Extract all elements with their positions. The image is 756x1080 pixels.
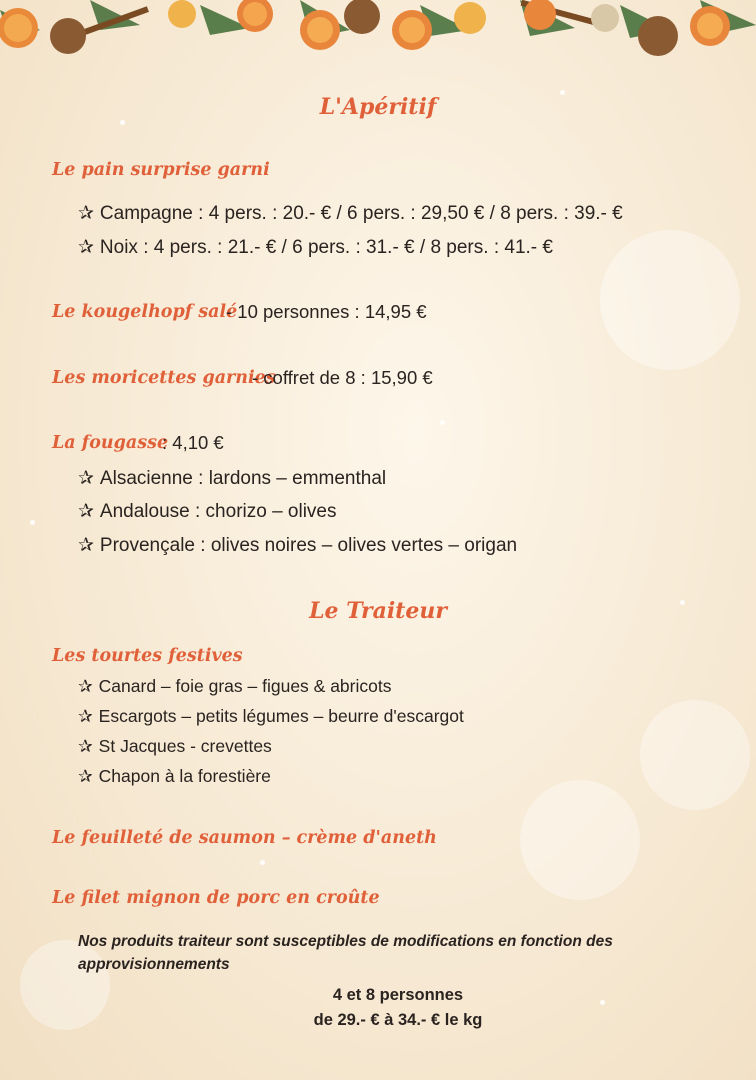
star-icon: ✰ <box>78 203 94 224</box>
star-icon: ✰ <box>78 535 94 556</box>
star-icon: ✰ <box>78 706 93 726</box>
snowflake <box>120 120 125 125</box>
fougasse-title: La fougasse <box>52 433 169 453</box>
fougasse-item: ✰ Alsacienne : lardons – emmenthal <box>78 468 387 489</box>
bokeh-light <box>520 780 640 900</box>
traiteur-note: Nos produits traiteur sont susceptibles de modifications en fonction des approvisionnements <box>78 933 613 973</box>
tourtes-item: ✰ Chapon à la forestière <box>78 766 271 786</box>
star-icon: ✰ <box>78 237 94 258</box>
snowflake <box>30 520 35 525</box>
tourtes-item: ✰ Canard – foie gras – figues & abricots <box>78 676 392 696</box>
price-info: de 29.- € à 34.- € le kg <box>313 1011 483 1029</box>
star-icon: ✰ <box>78 468 94 489</box>
tourtes-title: Les tourtes festives <box>52 646 243 666</box>
moricettes-title: Les moricettes garnies <box>52 368 276 388</box>
star-icon: ✰ <box>78 736 93 756</box>
pain-surprise-item: ✰ Noix : 4 pers. : 21.- € / 6 pers. : 31.- € / 8 pers. : 41.- € <box>78 237 553 258</box>
snowflake <box>260 860 265 865</box>
tourtes-item: ✰ Escargots – petits légumes – beurre d'escargot <box>78 706 464 726</box>
fougasse-item: ✰ Provençale : olives noires – olives vertes – origan <box>78 535 518 556</box>
star-icon: ✰ <box>78 676 93 696</box>
kougelhopf-detail: - 10 personnes : 14,95 € <box>226 301 427 322</box>
feuillete-title: Le feuilleté de saumon – crème d'aneth <box>52 828 437 848</box>
star-icon: ✰ <box>78 766 93 786</box>
pain-surprise-title: Le pain surprise garni <box>52 160 270 180</box>
kougelhopf-title: Le kougelhopf salé <box>52 302 238 322</box>
fougasse-detail: : 4,10 € <box>162 432 224 453</box>
filet-mignon-title: Le filet mignon de porc en croûte <box>52 888 380 908</box>
fougasse-item: ✰ Andalouse : chorizo – olives <box>78 501 337 522</box>
star-icon: ✰ <box>78 501 94 522</box>
snowflake <box>440 420 445 425</box>
pain-surprise-item: ✰ Campagne : 4 pers. : 20.- € / 6 pers. : 29,50 € / 8 pers. : 39.- € <box>78 203 623 224</box>
christmas-garland-decoration <box>0 0 756 64</box>
section-title-traiteur: Le Traiteur <box>309 598 447 624</box>
bokeh-light <box>640 700 750 810</box>
persons-info: 4 et 8 personnes <box>332 986 464 1004</box>
tourtes-item: ✰ St Jacques - crevettes <box>78 736 272 756</box>
moricettes-detail: - coffret de 8 : 15,90 € <box>252 367 433 388</box>
section-title-aperitif: L'Apéritif <box>319 94 437 120</box>
bokeh-light <box>600 230 740 370</box>
